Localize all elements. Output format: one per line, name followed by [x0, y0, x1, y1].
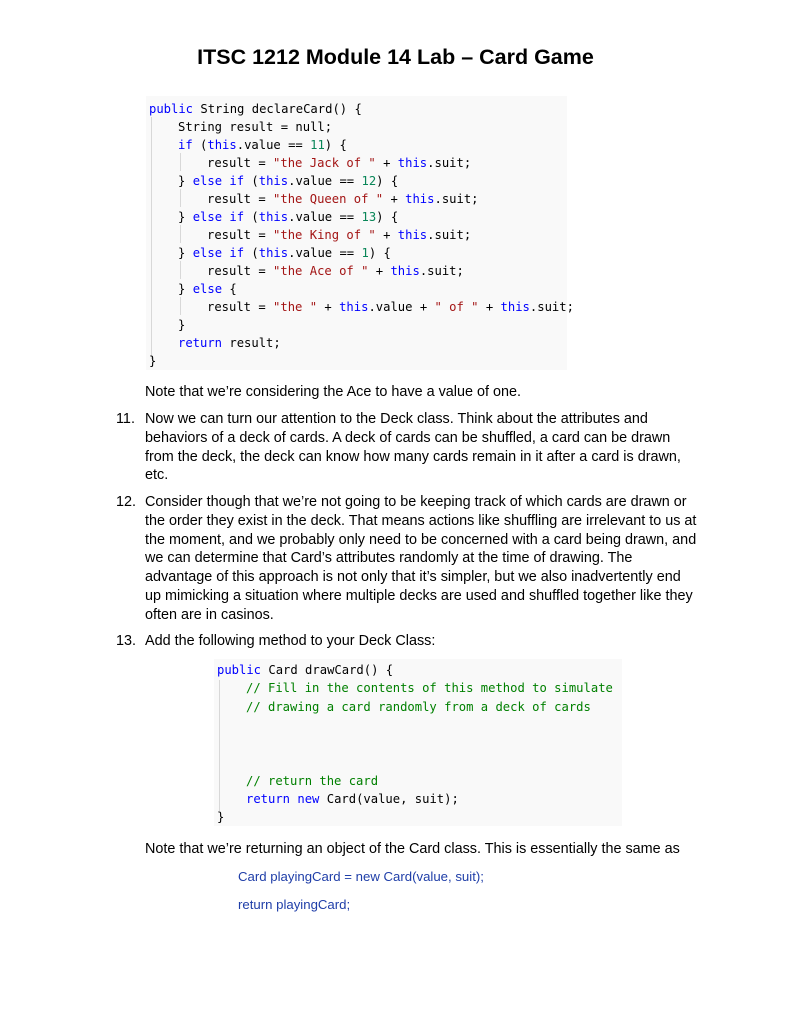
item-number-11: 11.: [116, 411, 135, 427]
code-line: if (this.value == 11) {: [178, 138, 347, 152]
code-line: }: [217, 810, 225, 824]
code-comment: // return the card: [246, 774, 379, 788]
code-line: result = "the King of " + this.suit;: [207, 228, 472, 242]
snippet-line-2: return playingCard;: [238, 897, 351, 912]
code-line: return new Card(value, suit);: [246, 792, 459, 806]
code-line: } else if (this.value == 1) {: [178, 246, 391, 260]
code-line: public String declareCard() {: [149, 102, 362, 116]
page-title: ITSC 1212 Module 14 Lab – Card Game: [197, 45, 594, 69]
item-number-13: 13.: [116, 633, 137, 649]
code-line: public Card drawCard() {: [217, 663, 394, 677]
code-line: return result;: [178, 336, 281, 350]
code-line: result = "the Ace of " + this.suit;: [207, 264, 464, 278]
code-line: } else if (this.value == 13) {: [178, 210, 399, 224]
item-12-text: Consider though that we’re not going to be keeping track of which cards are drawn or the order they exist in the deck. That means actions like shuffling are irrelevant to us at the moment, and we probably only need to be concerned with a card being drawn, and we can determine that Card’s attributes randomly at the time of drawing. The advantage of this approach is not only that it’s simpler, but we also inadvertently end up mimicking a situation where multiple decks are used and shuffled together like they often are in casinos.: [145, 494, 697, 623]
code-line: } else if (this.value == 12) {: [178, 174, 399, 188]
code-comment: // drawing a card randomly from a deck of cards: [246, 700, 591, 714]
code-line: result = "the Queen of " + this.suit;: [207, 192, 479, 206]
item-11-text: Now we can turn our attention to the Deck class. Think about the attributes and behaviors of a deck of cards. A deck of cards can be shuffled, a card can be drawn from the deck, the deck can know how many cards remain in it after a card is drawn, etc.: [145, 411, 681, 484]
code-line: } else {: [178, 282, 237, 296]
card-return-note: Note that we’re returning an object of the Card class. This is essentially the same as: [145, 841, 680, 857]
ace-value-note: Note that we’re considering the Ace to have a value of one.: [145, 384, 521, 400]
code-line: result = "the " + this.value + " of " + this.suit;: [207, 300, 574, 314]
code-line: result = "the Jack of " + this.suit;: [207, 156, 472, 170]
declare-card-code-block: [146, 96, 574, 370]
code-comment: // Fill in the contents of this method to simulate: [246, 681, 613, 695]
item-number-12: 12.: [116, 494, 137, 510]
draw-card-code-block: [214, 659, 622, 826]
code-line: }: [149, 354, 157, 368]
code-line: String result = null;: [178, 120, 333, 134]
snippet-line-1: Card playingCard = new Card(value, suit);: [238, 869, 484, 884]
item-13-text: Add the following method to your Deck Class:: [145, 633, 436, 649]
code-line: }: [178, 318, 186, 332]
